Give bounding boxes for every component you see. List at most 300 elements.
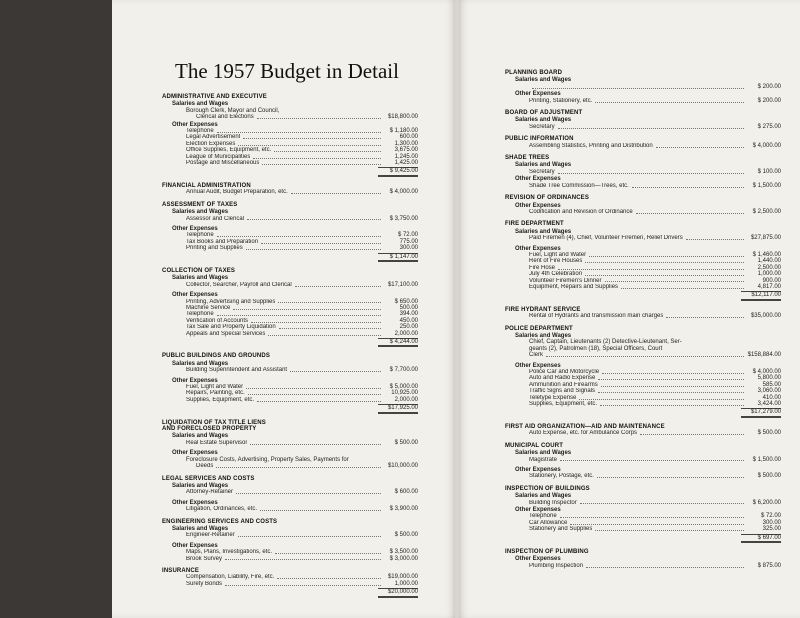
line-item-label: Car Allowance (529, 519, 568, 526)
dot-leader (597, 477, 744, 478)
line-item-label: Police Car and Motorcycle (529, 369, 600, 376)
line-item-label: Fuel, Light and Water (186, 384, 244, 391)
dot-leader (217, 315, 381, 316)
line-item-amount: 410.00 (762, 394, 781, 401)
budget-section (505, 221, 781, 300)
line-item-label: Office Supplies, Equipment, etc. (186, 147, 272, 154)
line-item-amount: $ 72.00 (760, 513, 781, 520)
section-heading: FIRST AID ORGANIZATION—AID AND MAINTENANCE (505, 423, 665, 430)
line-item-label: Supplies, Equipment, etc. (186, 396, 255, 403)
dot-leader (275, 553, 381, 554)
line-item-label: Election Expenses (186, 140, 236, 147)
line-item-amount: $ 6,200.00 (752, 499, 781, 506)
subtotal-amount: $12,117.00 (741, 291, 781, 300)
dot-leader (585, 275, 744, 276)
subtotal-amount: $17,925.00 (378, 404, 418, 413)
subheading: Salaries and Wages (515, 333, 572, 339)
subtotal-amount: $ 697.00 (741, 534, 781, 543)
line-item (162, 506, 418, 512)
dot-leader (580, 503, 744, 504)
subtotal-row (162, 252, 418, 262)
dot-leader (558, 269, 744, 270)
dot-leader (600, 405, 744, 406)
dot-leader (546, 356, 744, 357)
dot-leader (262, 164, 381, 165)
subheading: Salaries and Wages (172, 209, 229, 216)
section-heading: ENGINEERING SERVICES AND COSTS (162, 518, 278, 525)
line-item-label: Surety Bonds (186, 580, 223, 587)
line-item (505, 500, 781, 506)
line-item-amount: 4,817.00 (757, 283, 781, 290)
subheading: Other Expenses (172, 377, 218, 384)
line-item-amount: $27,875.00 (750, 235, 781, 242)
dot-leader (656, 147, 744, 148)
budget-section (162, 420, 418, 470)
line-item-amount: $ 100.00 (757, 168, 781, 175)
subheading: Other Expenses (515, 176, 561, 183)
line-item-amount: $ 200.00 (757, 97, 781, 104)
section-heading: FIRE HYDRANT SERVICE (505, 306, 581, 313)
line-item-amount: 10,925.00 (391, 390, 418, 397)
dot-leader (560, 460, 744, 461)
line-item-label: Machine Service (186, 304, 231, 311)
line-item-label: Assembling Statistics, Printing and Distribution (529, 142, 653, 149)
line-item-label: Maps, Plans, Investigations, etc. (186, 549, 273, 556)
subtotal-row (505, 290, 781, 300)
section-heading: FIRE DEPARTMENT (505, 221, 564, 228)
subheading: Salaries and Wages (172, 360, 229, 367)
line-item-text: geants (2), Patrolmen (18), Special Officers, Court (529, 345, 663, 352)
subtotal-row (505, 407, 781, 417)
line-item-label: Legal Advertisement (186, 134, 241, 141)
line-item-amount: 600.00 (399, 134, 418, 141)
line-item-amount: 2,000.00 (394, 330, 418, 337)
budget-section (162, 519, 418, 562)
line-item-text: Foreclosure Costs, Advertising, Property Sales, Payments for (186, 456, 349, 463)
spacer (162, 222, 418, 225)
line-item-amount: 1,245.00 (394, 153, 418, 160)
dot-leader (295, 286, 381, 287)
dot-leader (260, 510, 381, 511)
budget-section (505, 486, 781, 543)
section-heading: INSPECTION OF BUILDINGS (505, 485, 590, 492)
line-item-label: Collector, Searcher, Payroll and Clerical (186, 281, 292, 288)
spacer (505, 359, 781, 362)
subheading: Salaries and Wages (515, 493, 572, 500)
right-budget-column (505, 70, 781, 575)
dot-leader (248, 394, 381, 395)
spacer (162, 288, 418, 291)
budget-section (162, 476, 418, 513)
subtotal-row (505, 533, 781, 543)
line-item-label: Stationery, Postage, etc. (529, 473, 594, 480)
line-item-label: Stationery and Supplies (529, 526, 593, 533)
dot-leader (632, 187, 744, 188)
subtotal-amount: $ 4,244.00 (378, 338, 418, 347)
line-item-label: Brook Survey (186, 555, 223, 562)
dot-leader (585, 262, 744, 263)
dot-leader (595, 102, 744, 103)
spacer (162, 446, 418, 449)
section-heading: POLICE DEPARTMENT (505, 325, 573, 332)
line-item (162, 556, 418, 562)
line-item-amount: $ 500.00 (394, 532, 418, 539)
budget-section (505, 549, 781, 569)
budget-section (505, 424, 781, 437)
subheading: Other Expenses (172, 121, 218, 128)
line-item-amount: $10,000.00 (387, 463, 418, 470)
subheading: Salaries and Wages (172, 482, 229, 489)
line-item-label: Telephone (186, 232, 214, 239)
line-item-label: Shade Tree Commission—Trees, etc. (529, 182, 629, 189)
subheading: Salaries and Wages (515, 77, 572, 84)
line-item (505, 473, 781, 479)
subheading: Salaries and Wages (515, 162, 572, 169)
line-item-label: Printing, Advertising and Supplies (186, 298, 276, 305)
subtotal-row (162, 587, 418, 597)
line-item-amount: $ 1,500.00 (752, 182, 781, 189)
dot-leader (243, 138, 381, 139)
dot-leader (598, 379, 744, 380)
subheading: Other Expenses (172, 450, 218, 457)
left-budget-column (162, 94, 418, 604)
dot-leader (238, 145, 381, 146)
line-item-label: Clerical and Elections (196, 114, 254, 121)
dot-leader (589, 256, 744, 257)
line-item-label: League of Municipalities (186, 153, 251, 160)
line-item-amount: 394.00 (399, 311, 418, 318)
line-item-label: Compensation, Liability, Fire, etc. (186, 574, 275, 581)
line-item-amount: $ 4,000.00 (389, 189, 418, 196)
line-item-label: Auto and Radio Expense (529, 375, 596, 382)
line-item-text: Chief, Captain, Lieutenants (2) Detective-Lieutenant, Ser- (529, 339, 682, 346)
line-item-amount: $ 500.00 (394, 439, 418, 446)
dot-leader (251, 322, 381, 323)
line-item-amount: 3,060.00 (757, 388, 781, 395)
dot-leader (257, 118, 381, 119)
line-item-amount: $ 7,700.00 (389, 367, 418, 374)
line-item-text: Borough Clerk, Mayor and Council, (186, 107, 280, 114)
dot-leader (278, 302, 381, 303)
line-item (505, 84, 781, 90)
spacer (162, 496, 418, 499)
dot-leader (570, 524, 744, 525)
subheading: Other Expenses (515, 362, 561, 369)
section-heading: BOARD OF ADJUSTMENT (505, 110, 583, 117)
line-item-label: Telephone (186, 311, 214, 318)
budget-section (505, 326, 781, 418)
line-item-amount: 325.00 (762, 526, 781, 533)
line-item-label: Assessor and Clerical (186, 215, 245, 222)
line-item-label: Printing, Stationery, etc. (529, 97, 593, 104)
dot-leader (601, 386, 744, 387)
line-item (505, 563, 781, 569)
line-item-amount: 1,425.00 (394, 160, 418, 167)
line-item-label: Printing and Supplies (186, 245, 243, 252)
section-heading: PUBLIC INFORMATION (505, 136, 574, 143)
section-heading: MUNICIPAL COURT (505, 442, 564, 449)
line-item (162, 463, 418, 469)
section-heading: FINANCIAL ADMINISTRATION (162, 182, 251, 189)
line-item-amount: $ 1,460.00 (752, 251, 781, 258)
line-item-label: Secretary (529, 123, 555, 130)
line-item-amount: 250.00 (399, 324, 418, 331)
line-item-label: Telephone (186, 128, 214, 135)
subheading: Salaries and Wages (172, 275, 229, 282)
dot-leader (257, 401, 381, 402)
dot-leader (217, 236, 381, 237)
line-item-label: Rent of Fire Houses (529, 258, 583, 265)
spacer (162, 374, 418, 377)
subtotal-amount: $17,279.00 (741, 408, 781, 417)
line-item-label: Volunteer Firemen's Dinner (529, 277, 602, 284)
line-item-label: Supplies, Equipment, etc. (529, 401, 598, 408)
line-item-label: Postage and Miscellaneous (186, 160, 260, 167)
subheading: Salaries and Wages (515, 228, 572, 235)
line-item-amount: 500.00 (399, 304, 418, 311)
subheading: Other Expenses (172, 542, 218, 549)
dot-leader (602, 373, 744, 374)
line-item-amount: $ 4,000.00 (752, 369, 781, 376)
dot-leader (686, 239, 744, 240)
dot-leader (247, 219, 381, 220)
section-heading-cont: AND FORECLOSED PROPERTY (162, 426, 257, 433)
line-item (505, 430, 781, 436)
line-item (505, 98, 781, 104)
dot-leader (216, 467, 381, 468)
dot-leader (261, 243, 381, 244)
line-item-amount: $ 200.00 (757, 83, 781, 90)
line-item (505, 124, 781, 130)
line-item (505, 143, 781, 149)
section-heading: COLLECTION OF TAXES (162, 267, 236, 274)
budget-section (162, 94, 418, 177)
subheading: Other Expenses (172, 292, 218, 299)
line-item-label: Auto Expense, etc. for Ambulance Corps (529, 430, 638, 437)
subtotal-row (162, 337, 418, 347)
dot-leader (250, 444, 381, 445)
subheading: Salaries and Wages (515, 117, 572, 124)
line-item-amount: $ 2,500.00 (752, 208, 781, 215)
line-item-label: Paid Firemen (4), Chief, Volunteer Firemen, Relief Drivers (529, 235, 683, 242)
dot-leader (268, 335, 381, 336)
line-item-amount: $ 600.00 (394, 489, 418, 496)
line-item-label: Verification of Accounts (186, 317, 249, 324)
line-item-label: Traffic Signs and Signals (529, 388, 596, 395)
budget-section (505, 110, 781, 130)
book-gutter (455, 0, 459, 618)
budget-section (162, 202, 418, 262)
dot-leader (290, 371, 381, 372)
dot-leader (274, 151, 381, 152)
line-item-label: Magistrate (529, 456, 558, 463)
subheading: Salaries and Wages (172, 433, 229, 440)
line-item-amount: 1,000.00 (757, 271, 781, 278)
dot-leader (225, 585, 381, 586)
section-heading: LEGAL SERVICES AND COSTS (162, 475, 255, 482)
line-item-amount: 775.00 (399, 238, 418, 245)
line-item-amount: $19,000.00 (387, 574, 418, 581)
line-item-label: Ammunition and Firearms (529, 381, 598, 388)
dot-leader (291, 193, 381, 194)
line-item-amount: 2,500.00 (757, 264, 781, 271)
line-item-label: Engineer-Retainer (186, 532, 235, 539)
line-item-amount: $ 3,500.00 (389, 549, 418, 556)
budget-section (505, 155, 781, 189)
dot-leader (225, 559, 381, 560)
subheading: Salaries and Wages (172, 101, 229, 108)
line-item-amount: 1,300.00 (394, 140, 418, 147)
section-heading: ASSESSMENT OF TAXES (162, 201, 238, 208)
line-item-label: Fire Hose (529, 264, 556, 271)
subheading: Other Expenses (515, 91, 561, 98)
section-heading: ADMINISTRATIVE AND EXECUTIVE (162, 94, 267, 100)
line-item (162, 114, 418, 120)
budget-section (162, 353, 418, 413)
dot-leader (640, 434, 744, 435)
dot-leader (605, 281, 744, 282)
dot-leader (636, 213, 744, 214)
line-item-amount: 450.00 (399, 317, 418, 324)
dot-leader (586, 567, 744, 568)
line-item-amount: $17,100.00 (387, 281, 418, 288)
dot-leader (595, 530, 744, 531)
line-item-amount: $ 500.00 (757, 430, 781, 437)
line-item-label: Telephone (529, 513, 557, 520)
line-item-amount: 300.00 (399, 245, 418, 252)
line-item-amount: 3,424.00 (757, 401, 781, 408)
line-item-amount: 900.00 (762, 277, 781, 284)
line-item-label: Deeds (196, 463, 214, 470)
dot-leader (217, 132, 381, 133)
line-item-amount: $ 3,750.00 (389, 215, 418, 222)
line-item-label: July 4th Celebration (529, 271, 583, 278)
line-item-amount: $18,800.00 (387, 114, 418, 121)
dot-leader (666, 317, 744, 318)
subheading: Salaries and Wages (515, 450, 572, 457)
budget-section (162, 183, 418, 196)
line-item-amount: $ 3,900.00 (389, 506, 418, 513)
line-item-amount: $ 1,500.00 (752, 456, 781, 463)
line-item-label: Litigation, Ordinances, etc. (186, 506, 258, 513)
section-heading: LIQUIDATION OF TAX TITLE LIENS (162, 419, 266, 426)
dot-leader (253, 158, 381, 159)
line-item-amount: 1,440.00 (757, 258, 781, 265)
dot-leader (279, 328, 381, 329)
dot-leader (238, 536, 381, 537)
dot-leader (598, 392, 744, 393)
line-item-amount: $ 5,000.00 (389, 384, 418, 391)
section-heading: INSPECTION OF PLUMBING (505, 548, 589, 555)
dot-leader (246, 249, 381, 250)
dot-leader (621, 288, 744, 289)
line-item-amount: 300.00 (762, 519, 781, 526)
line-item-label: Rental of Hydrants and transmission main charges (529, 313, 664, 320)
subheading: Other Expenses (515, 466, 561, 473)
line-item-amount: $ 875.00 (757, 562, 781, 569)
line-item-label: Teletype Expense (529, 394, 577, 401)
subtotal-row (162, 403, 418, 413)
line-item-label: Annual Audit, Budget Preparation, etc. (186, 189, 288, 196)
line-item-label: Attorney-Retainer (186, 489, 234, 496)
line-item-amount: $ 4,000.00 (752, 142, 781, 149)
line-item-amount: $ 3,000.00 (389, 555, 418, 562)
dot-leader (233, 309, 381, 310)
budget-section (162, 568, 418, 598)
line-item-label: Fuel, Light and Water (529, 251, 587, 258)
dot-leader (558, 173, 744, 174)
dot-leader (560, 517, 744, 518)
line-item-label: Codification and Revision of Ordinance (529, 208, 633, 215)
line-item (162, 189, 418, 195)
dot-leader (236, 493, 381, 494)
line-item-amount: 1,000.00 (394, 580, 418, 587)
subheading: Other Expenses (515, 556, 561, 563)
section-heading: INSURANCE (162, 567, 200, 574)
subheading: Salaries and Wages (172, 525, 229, 532)
subheading: Other Expenses (515, 245, 561, 252)
line-item-amount: 2,000.00 (394, 396, 418, 403)
line-item-label: Appeals and Special Services (186, 330, 266, 337)
line-item-label: Real Estate Supervisor (186, 439, 248, 446)
spacer (505, 463, 781, 466)
subheading: Other Expenses (172, 499, 218, 506)
line-item-amount: $ 500.00 (757, 473, 781, 480)
spacer (505, 242, 781, 245)
subheading: Other Expenses (515, 202, 561, 209)
line-item-label: Building Inspector (529, 499, 577, 506)
line-item-label: Secretary (529, 168, 555, 175)
line-item (505, 313, 781, 319)
subtotal-amount: $ 9,425.00 (378, 167, 418, 176)
subheading: Other Expenses (515, 506, 561, 513)
budget-section (505, 136, 781, 149)
line-item-label: Equipment, Repairs and Supplies (529, 283, 619, 290)
line-item-label: Tax Books and Preparation (186, 238, 259, 245)
page-title: The 1957 Budget in Detail (175, 59, 399, 83)
section-heading: PLANNING BOARD (505, 70, 563, 76)
line-item (505, 183, 781, 189)
line-item-amount: $35,000.00 (750, 313, 781, 320)
subheading: Other Expenses (172, 225, 218, 232)
section-heading: PUBLIC BUILDINGS AND GROUNDS (162, 353, 270, 360)
line-item-amount: $158,884.00 (747, 352, 781, 359)
dot-leader (558, 128, 744, 129)
line-item-amount: $ 650.00 (394, 298, 418, 305)
budget-section (505, 307, 781, 320)
line-item-label: Clerk (529, 352, 544, 359)
budget-section (505, 443, 781, 480)
subtotal-amount: $20,000.00 (378, 588, 418, 597)
line-item-amount: 3,675.00 (394, 147, 418, 154)
dot-leader (579, 399, 744, 400)
budget-section (162, 268, 418, 347)
line-item-amount: $ 275.00 (757, 123, 781, 130)
line-item-amount: $ 1,180.00 (389, 128, 418, 135)
line-item-label: Tax Sale and Property Liquidation (186, 324, 276, 331)
subtotal-row (162, 166, 418, 176)
line-item (505, 209, 781, 215)
dot-leader (277, 578, 381, 579)
budget-section (505, 70, 781, 104)
dot-leader (246, 388, 381, 389)
line-item-label: Plumbing Inspection (529, 562, 584, 569)
line-item-label: Building Superintendent and Assistant (186, 367, 288, 374)
budget-section (505, 195, 781, 215)
section-heading: SHADE TREES (505, 155, 550, 162)
section-heading: REVISION OF ORDINANCES (505, 195, 589, 202)
line-item-amount: 585.00 (762, 381, 781, 388)
